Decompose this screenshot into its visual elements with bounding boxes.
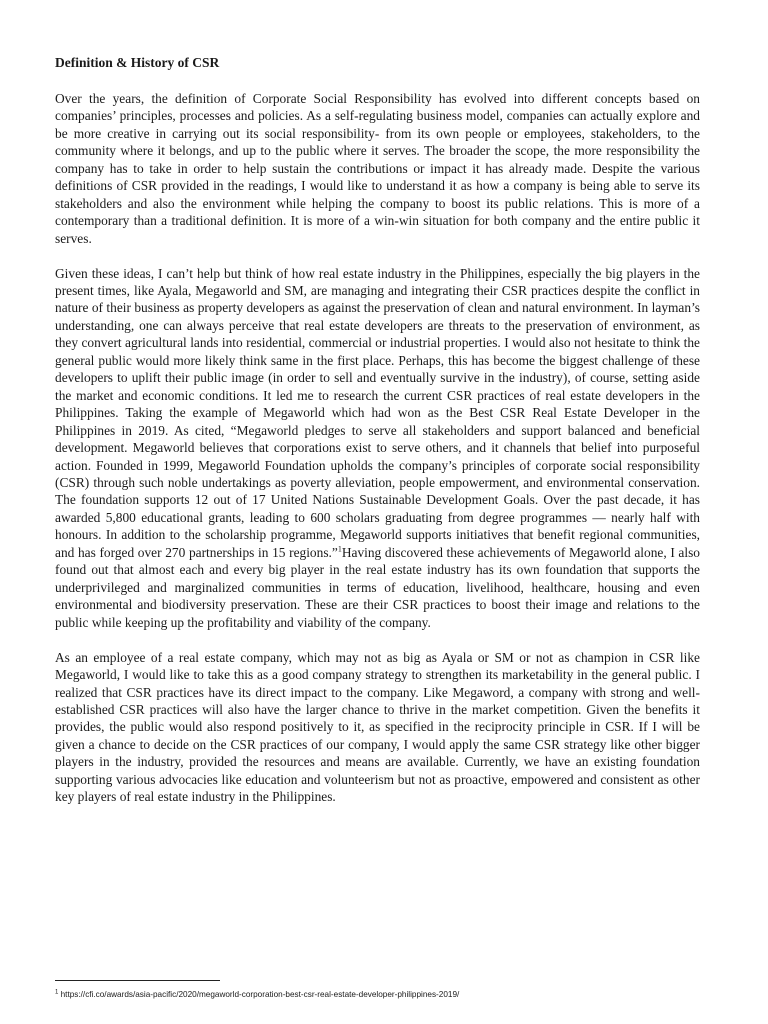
paragraph-definition: Over the years, the definition of Corporate Social Responsibility has evolved into different concepts based on companies’ principles, processes and policies. As a self-regulating business model, companies can actually explore and be more creative in carrying out its social responsibility- from its own people or employees, stakeholders, to the community where it belongs, and up to the public where it serves. The broader the scope, the more responsibility the company has to take in order to help sustain the contributions or impact it has already made. Despite the various definitions of CSR provided in the readings, I would like to understand it as how a company is being able to serve its stakeholders and also the environment while helping the company to boost its public relations. This is more of a contemporary than a traditional definition. It is more of a win-win situation for both company and the entire public it serves. bbox=[55, 91, 700, 246]
paragraph-real-estate-part-1: Given these ideas, I can’t help but think of how real estate industry in the Philippines, especially the big players in the present times, like Ayala, Megaworld and SM, are managing and integrating their CSR practices despite the conflict in nature of their business as property developers as against the preservation of clean and natural environment. In layman’s understanding, one can always perceive that real estate developers are threats to the preservation of environment, as they convert agricultural lands into residential, commercial or industrial properties. I would also not hesitate to think the general public would more likely think same in the first place. Perhaps, this has become the biggest challenge of these developers to uplift their public image (in order to sell and eventually survive in the industry), of course, setting aside the market and economic conditions. It led me to research the current CSR practices of real estate developers in the Philippines. Taking the example of Megaworld which had won as the Best CSR Real Estate Developer in the Philippines in 2019. As cited, “Megaworld pledges to serve all stakeholders and support balanced and beneficial development. Megaworld believes that corporations exist to serve others, and it channels that belief into purposeful action. Founded in 1999, Megaworld Foundation upholds the company’s principles of corporate social responsibility (CSR) through such noble undertakings as poverty alleviation, people empowerment, and environmental conservation. The foundation supports 12 out of 17 United Nations Sustainable Development Goals. Over the past decade, it has awarded 5,800 educational grants, leading to 600 scholars graduating from degree programmes — nearly half with honours. In addition to the scholarship programme, Megaworld supports initiatives that benefit regional communities, and has forged over 270 partnerships in 15 regions.” bbox=[55, 265, 700, 560]
footnote-link[interactable]: https://cfi.co/awards/asia-pacific/2020/megaworld-corporation-best-csr-real-estate-developer-philippines-2019/ bbox=[60, 990, 460, 999]
paragraph-real-estate bbox=[55, 265, 700, 632]
footnote bbox=[55, 989, 459, 1000]
footnote-reference[interactable]: 1 bbox=[337, 544, 342, 554]
paragraph-employee: As an employee of a real estate company, which may not as big as Ayala or SM or not as champion in CSR like Megaworld, I would like to take this as a good company strategy to strengthen its marketability in the general public. I realized that CSR practices have its direct impact to the company. Like Megaword, a company with strong and well-established CSR practices will also have the larger chance to thrive in the market competition. Given the benefits it provides, the public would also respond positively to it, as specified in the reciprocity principle in CSR. If I will be given a chance to decide on the CSR practices of our company, I would apply the same CSR strategy like other bigger players in the industry, provided the resources and means are available. Currently, we have an existing foundation supporting various advocacies like education and volunteerism but not as proactive, empowered and consistent as other key players of real estate industry in the Philippines. bbox=[55, 649, 700, 805]
document-body bbox=[55, 54, 700, 823]
page-title: Definition & History of CSR bbox=[55, 55, 220, 70]
footnote-marker: 1 bbox=[55, 989, 59, 996]
paragraph-real-estate-part-2: Having discovered these achievements of Megaworld alone, I also found out that almost each and every big player in the real estate industry has its own foundation that supports the underprivileged and marginalized communities in terms of education, livelihood, healthcare, housing and even environmental and biodiversity preservation. These are their CSR practices to boost their image and relations to the public while keeping up the profitability and viability of the company. bbox=[55, 544, 700, 630]
footnote-divider bbox=[55, 980, 220, 981]
